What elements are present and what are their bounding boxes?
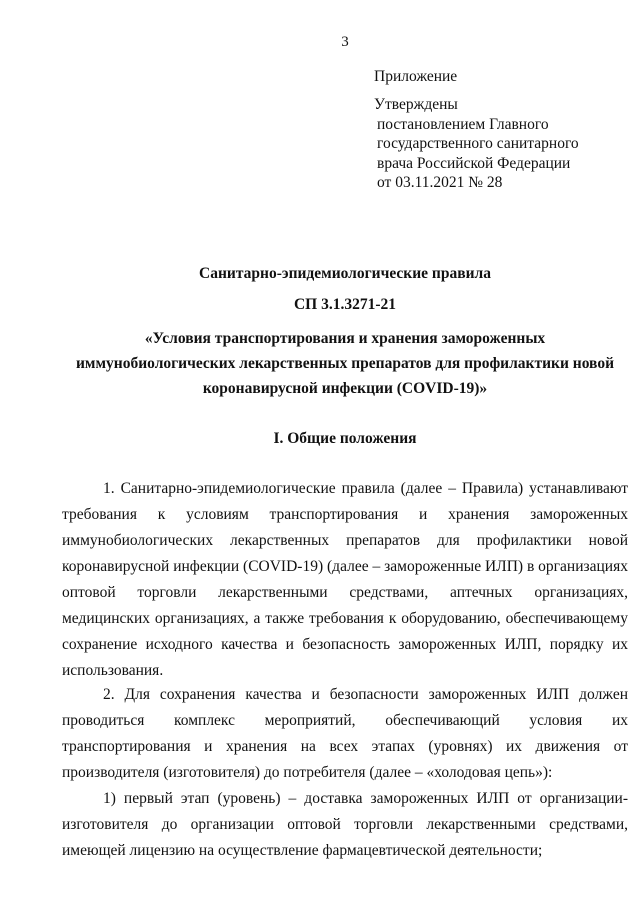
approval-line: постановлением Главного (377, 115, 549, 133)
paragraph-text: 1) первый этап (уровень) – доставка замороженных ИЛП от организации-изготовителя до организации оптовой торговли лекарственными средствами, имеющей лицензию на осуществление фармацевтической деятельности; (62, 790, 628, 859)
paragraph-1 (62, 476, 628, 684)
approval-line: врача Российской Федерации (377, 154, 571, 172)
approval-line: государственного санитарного (377, 135, 579, 152)
paragraph-text: 2. Для сохранения качества и безопасности замороженных ИЛП должен проводиться комплекс мероприятий, обеспечивающий условия их транспортирования и хранения на всех этапах (уровнях) их движения от производителя (изготовителя) до потребителя (далее – «холодовая цепь»): (62, 686, 628, 781)
appendix-label: Приложение (374, 68, 458, 85)
paragraph-3 (62, 786, 628, 864)
paragraph-text: 1. Санитарно-эпидемиологические правила (далее – Правила) устанавливают требования к условиям транспортирования и хранения замороженных иммунобиологических лекарственных препаратов для профилактики новой коронавирусной инфекции (COVID-19) (далее – замороженные ИЛП) в организациях оптовой торговли лекарственными средствами, аптечных организациях, медицинских организациях, а также требования к оборудованию, обеспечивающему сохранение исходного качества и безопасность замороженных ИЛП, порядку их использования. (62, 480, 628, 679)
rules-code: СП 3.1.3271-21 (293, 296, 397, 313)
approval-block (374, 95, 579, 193)
paragraph-2 (62, 682, 628, 786)
rules-name-line: «Условия транспортирования и хранения замороженных (144, 330, 546, 347)
approval-line: Утверждены (374, 96, 458, 113)
section-heading: I. Общие положения (273, 430, 417, 447)
rules-name (62, 326, 628, 401)
page-number: 3 (341, 34, 349, 50)
rules-name-line: коронавирусной инфекции (COVID-19)» (202, 380, 488, 397)
rules-type-title: Санитарно-эпидемиологические правила (199, 265, 491, 282)
rules-name-line: иммунобиологических лекарственных препаратов для профилактики новой (75, 355, 615, 372)
approval-line: от 03.11.2021 № 28 (377, 174, 503, 191)
